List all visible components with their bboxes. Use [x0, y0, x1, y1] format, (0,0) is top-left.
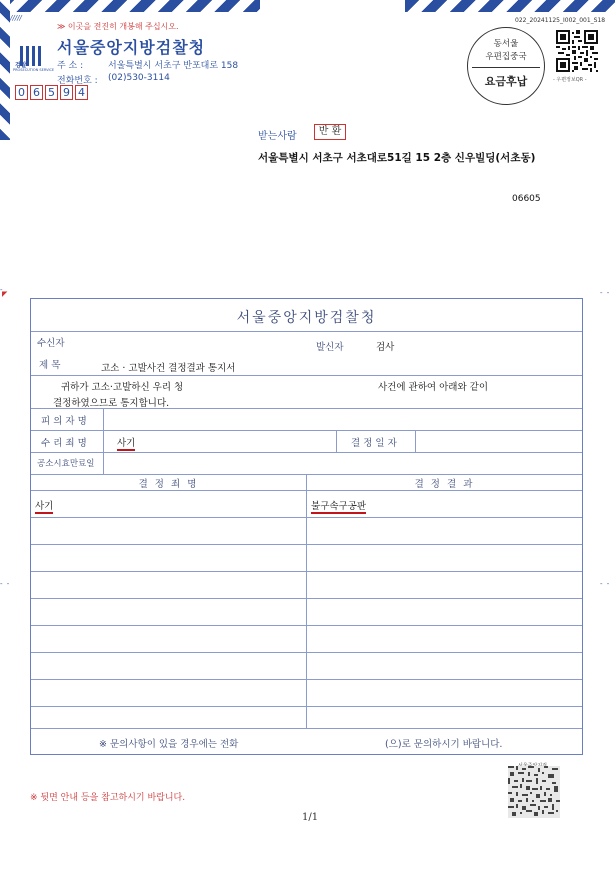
suspect-label: 피 의 자 명	[41, 416, 87, 427]
top-slashes: /////	[10, 14, 22, 22]
fold-mark: - -	[600, 580, 611, 588]
form-title: 서울중앙지방검찰청	[236, 310, 377, 326]
address-label: 주 소 :	[57, 61, 84, 71]
fold-mark: - -	[0, 580, 11, 588]
recipient-label: 받는사람	[258, 131, 297, 142]
charge-value: 사기	[117, 438, 136, 449]
recipient-field-label: 수신자	[37, 338, 65, 349]
subject-label: 제 목	[39, 360, 61, 371]
decided-charge-header: 결 정 죄 명	[138, 479, 199, 490]
charge-label: 수 리 죄 명	[41, 438, 87, 449]
zip-digit: 4	[75, 85, 88, 100]
recipient-name: 반 환	[314, 124, 346, 140]
stamp-center: 우편집중국	[485, 52, 527, 62]
body-line-2: 결정하였으므로 통지합니다.	[53, 398, 170, 409]
qr-caption: - 우편정보QR -	[553, 77, 587, 83]
decision-result-row1: 불구속구공판	[311, 501, 367, 512]
recipient-zip: 06605	[512, 194, 541, 204]
logo-text: 검찰	[15, 62, 27, 69]
sender-field-label: 발신자	[316, 342, 344, 353]
envelope-stripe-top	[0, 0, 260, 12]
document-qr-code-icon	[508, 766, 560, 818]
sender-field-value: 검사	[376, 342, 395, 353]
postal-qr-code-icon	[556, 30, 598, 72]
sender-tel: (02)530-3114	[108, 73, 170, 83]
fold-mark: -	[0, 286, 4, 294]
decided-charge-row1: 사기	[35, 501, 54, 512]
body-line-1a: 귀하가 고소·고발하신 우리 청	[61, 382, 184, 393]
statute-label: 공소시효만료일	[37, 459, 95, 469]
envelope-stripe-top-right	[405, 0, 615, 12]
fold-corner-icon: ◤	[2, 290, 9, 298]
body-line-1b: 사건에 관하여 아래와 같이	[378, 382, 489, 393]
inquiry-text-a: ※ 문의사항이 있을 경우에는 전화	[99, 739, 239, 750]
stamp-office: 동서울	[493, 39, 519, 49]
logo-subtext: PROSECUTION SERVICE	[13, 68, 55, 72]
fold-mark: - -	[600, 289, 611, 297]
decision-notice-form	[30, 298, 583, 755]
decision-result-header: 결 정 결 과	[414, 479, 475, 490]
sender-org-name: 서울중앙지방검찰청	[57, 38, 206, 57]
page-number: 1/1	[302, 812, 319, 823]
tel-label: 전화번호 :	[57, 76, 98, 86]
sender-address: 서울특별시 서초구 반포대로 158	[108, 61, 239, 71]
mail-id: 022_20241125_I002_001_S18	[515, 17, 606, 24]
recipient-address: 서울특별시 서초구 서초대로51길 15 2층 신우빌딩(서초동)	[258, 152, 536, 164]
envelope-stripe-left	[0, 0, 10, 140]
stamp-divider	[472, 67, 540, 68]
open-notice: ≫ 이곳을 전진히 개봉해 주십시오.	[57, 22, 179, 31]
postage-stamp	[467, 27, 545, 105]
zip-digit: 5	[45, 85, 58, 100]
back-side-notice: ※ 뒷면 안내 등을 참고하시기 바랍니다.	[30, 793, 186, 803]
inquiry-text-b: (으)로 문의하시기 바랍니다.	[385, 739, 503, 750]
zip-digit: 6	[30, 85, 43, 100]
decision-date-label: 결 정 일 자	[351, 438, 397, 449]
zip-digit: 9	[60, 85, 73, 100]
stamp-postage-type: 요금후납	[484, 75, 528, 88]
subject-value: 고소 · 고발사건 결정결과 통지서	[101, 363, 236, 374]
zip-digit: 0	[15, 85, 28, 100]
